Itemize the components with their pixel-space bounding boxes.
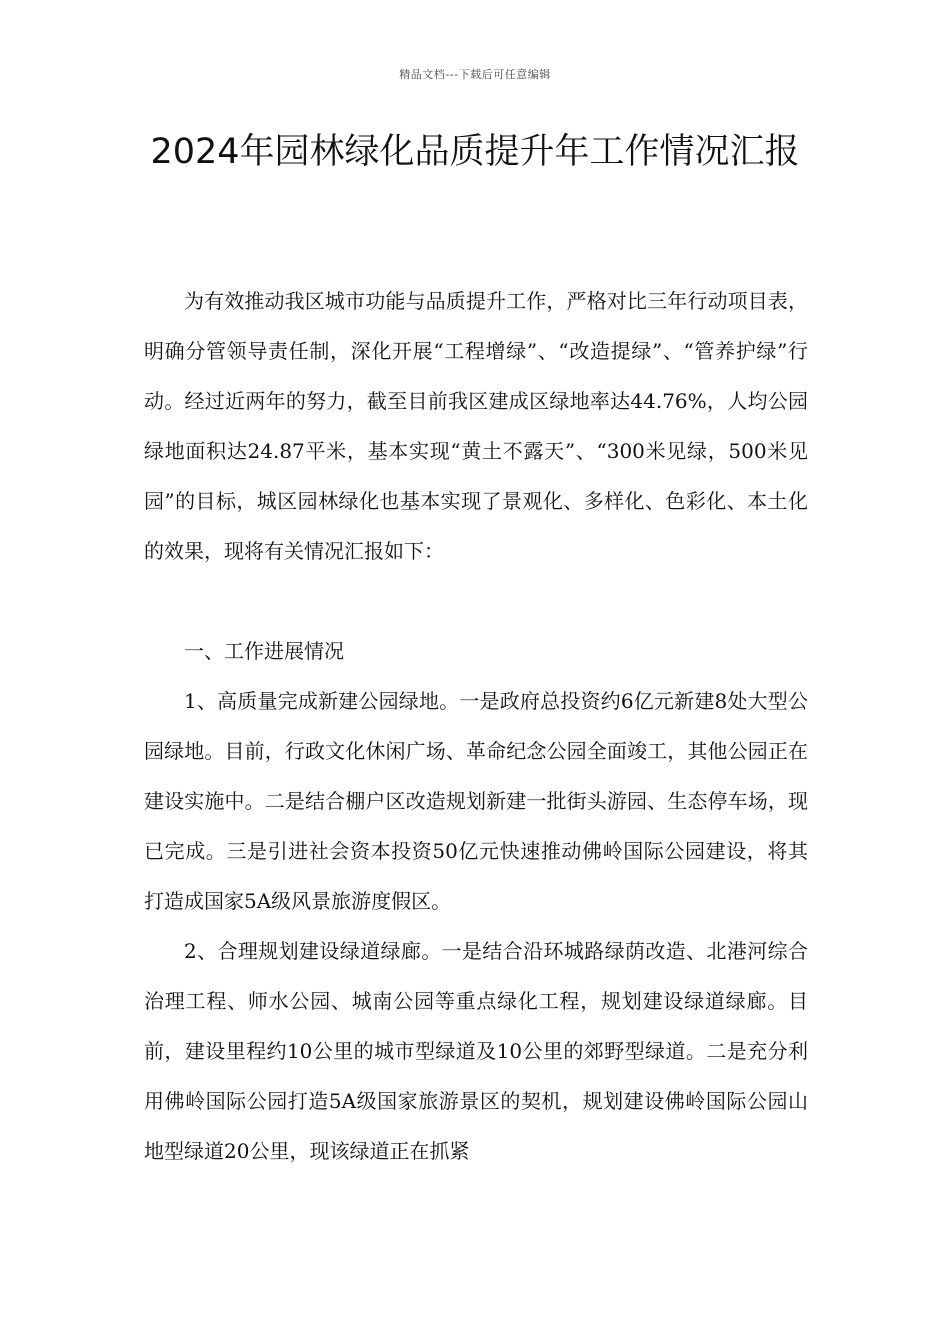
- section-heading: 一、工作进展情况: [184, 639, 344, 663]
- document-title: 2024年园林绿化品质提升年工作情况汇报: [150, 132, 800, 172]
- header-note: 精品文档---下载后可任意编辑: [399, 68, 551, 81]
- paragraph-item-2: 2、合理规划建设绿道绿廊。一是结合沿环城路绿荫改造、北港河综合治理工程、师水公园、城南公园等重点绿化工程，规划建设绿道绿廊。目前，建设里程约10公里的城市型绿道及10公里的郊野型绿道。二是充分利用佛岭国际公园打造5A级国家旅游景区的契机，规划建设佛岭国际公园山地型绿道20公里，现该绿道正在抓紧: [144, 939, 808, 1163]
- intro-paragraph: 为有效推动我区城市功能与品质提升工作，严格对比三年行动项目表，明确分管领导责任制，深化开展“工程增绿”、“改造提绿”、“管养护绿”行动。经过近两年的努力，截至目前我区建成区绿地率达44.76%，人均公园绿地面积达24.87平米，基本实现“黄土不露天”、“300米见绿，500米见园”的目标，城区园林绿化也基本实现了景观化、多样化、色彩化、本土化的效果，现将有关情况汇报如下：: [144, 289, 808, 563]
- paragraph-item-1: 1、高质量完成新建公园绿地。一是政府总投资约6亿元新建8处大型公园绿地。目前，行政文化休闲广场、革命纪念公园全面竣工，其他公园正在建设实施中。二是结合棚户区改造规划新建一批街头游园、生态停车场，现已完成。三是引进社会资本投资50亿元快速推动佛岭国际公园建设，将其打造成国家5A级风景旅游度假区。: [144, 689, 808, 913]
- document-body: [144, 276, 808, 1176]
